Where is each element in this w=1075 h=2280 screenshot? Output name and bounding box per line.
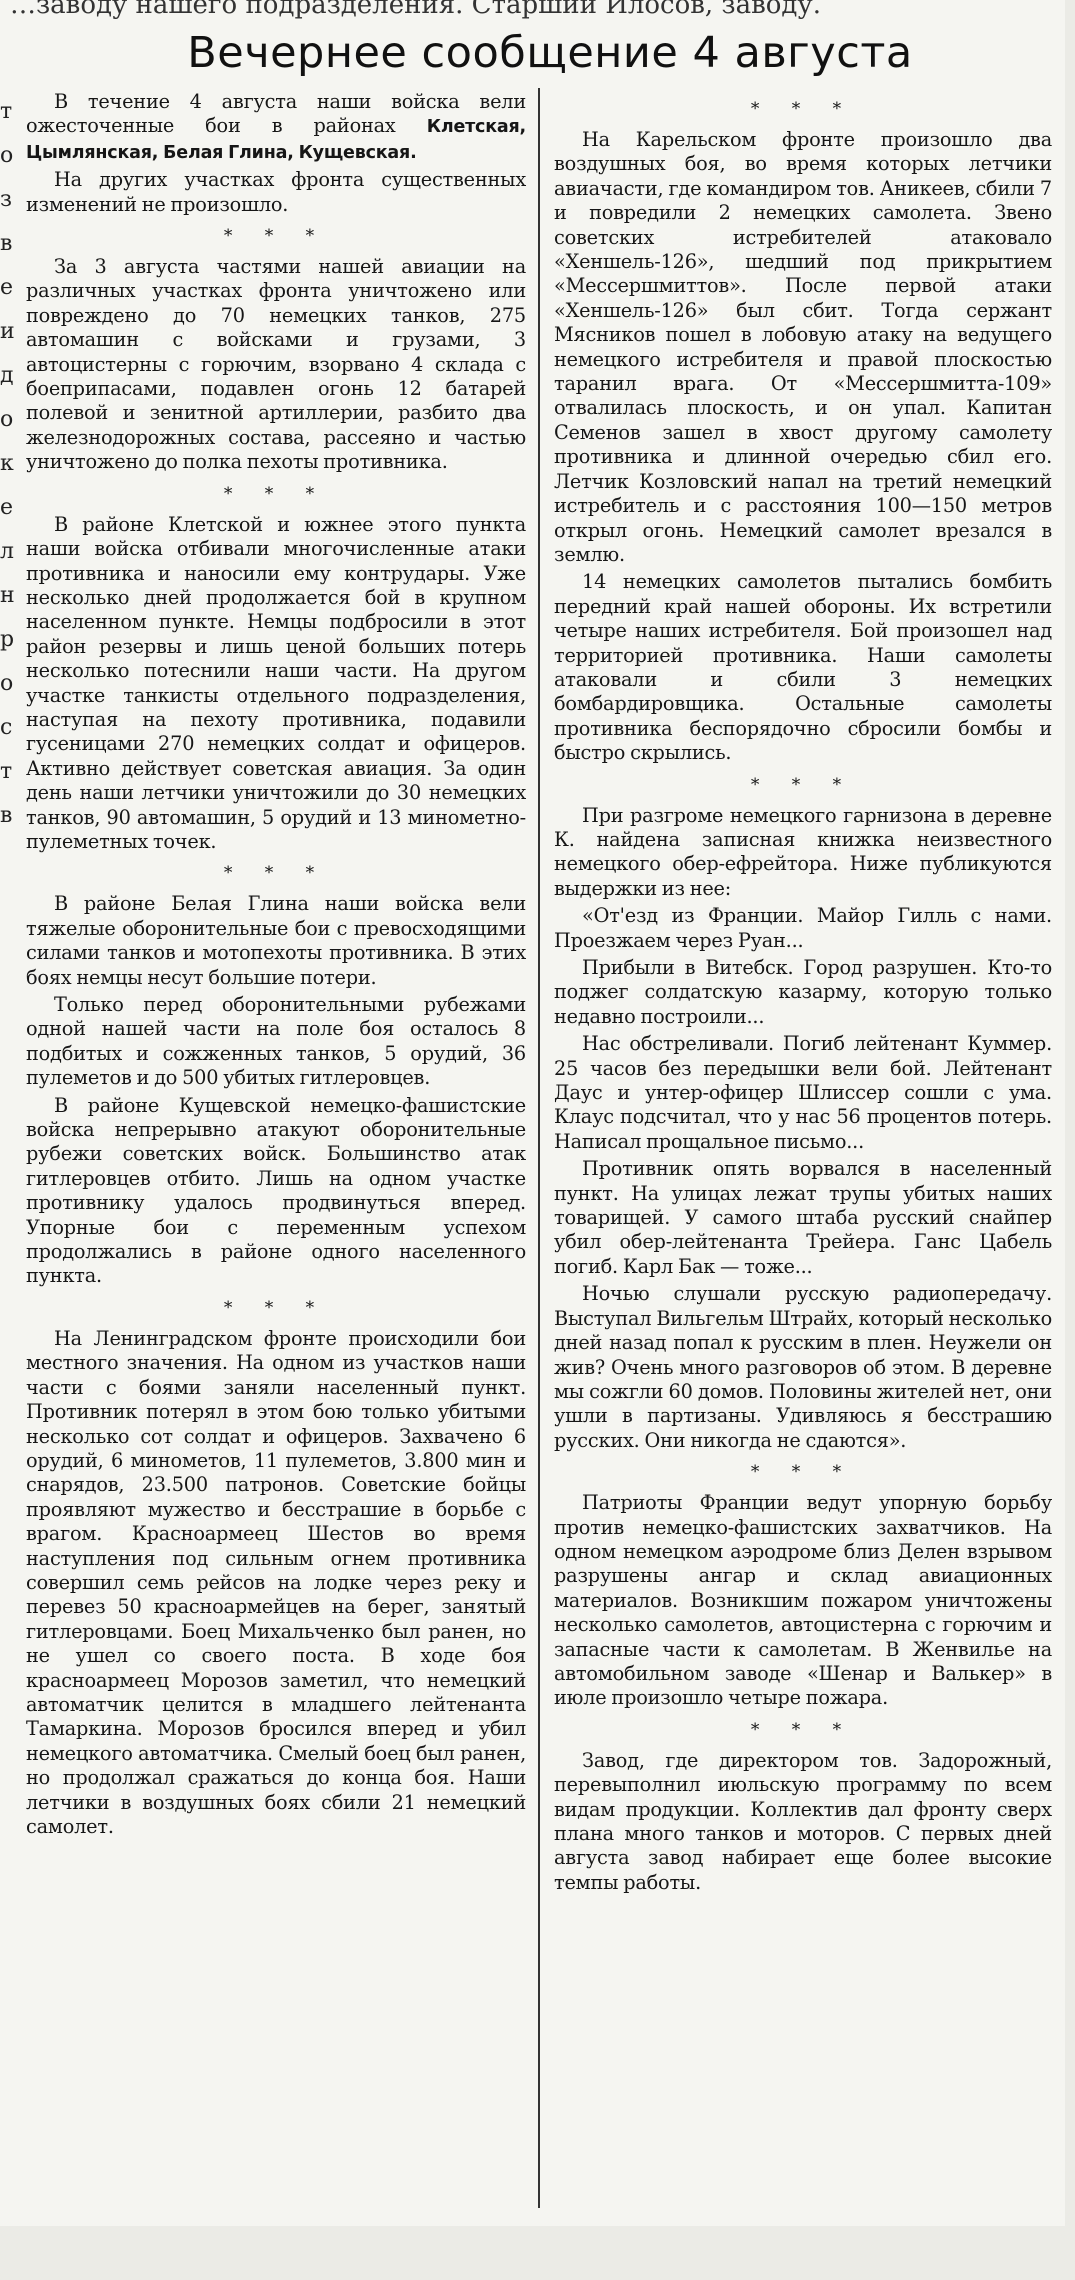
separator-stars: * * * — [223, 483, 329, 504]
paragraph: Только перед оборонительными рубежами одной нашей части на поле боя осталось 8 подбитых и сожженных танков, 5 орудий, 36 пулеметов и до 500 убитых гитлеровцев. — [26, 993, 526, 1090]
paragraph: Патриоты Франции ведут упорную борьбу против немецко-фашистских захватчиков. На одном немецком аэродроме близ Делен взрывом разрушены ангар и склад авиационных материалов. Возникшим пожаром уничтожены несколько самолетов, автоцистерна с горючим и запасные части к самолетам. В Женвилье на автомобильном заводе «Шенар и Валькер» в июле произошло четыре пожара. — [554, 1491, 1052, 1710]
diary-entry: Нас обстреливали. Погиб лейтенант Куммер. 25 часов без передышки вели бой. Лейтенант Даус и унтер-офицер Шлиссер сошли с ума. Клаус подсчитал, что у нас 56 процентов потерь. Написал прощальное письмо... — [554, 1032, 1052, 1153]
separator-stars: * * * — [750, 1719, 856, 1740]
margin-char: о — [0, 671, 14, 696]
margin-char: е — [0, 495, 14, 520]
intro-text: В течение 4 августа наши войска вели ожесточенные бои в районах — [26, 90, 526, 138]
separator-stars: * * * — [750, 774, 856, 795]
paragraph: Завод, где директором тов. Задорожный, перевыполнил июльскую программу по всем видам продукции. Коллектив дал фронту сверх плана много танков и моторов. С первых дней августа завод набирает еще более высокие темпы работы. — [554, 1748, 1052, 1894]
paragraph: На Ленинградском фронте происходили бои местного значения. На одном из участков наши части с боями заняли населенный пункт. Противник потерял в этом бою только убитыми несколько сот солдат и офицеров. Захвачено 6 орудий, 6 минометов, 11 пулеметов, 3.800 мин и снарядов, 23.500 патронов. Советские бойцы проявляют мужество и бесстрашие в борьбе с врагом. Красноармеец Шестов во время наступления под сильным огнем противника совершил семь рейсов на лодке через реку и перевез 50 красноармейцев на берег, занятый гитлеровцами. Боец Михальченко был ранен, но не ушел со своего поста. В ходе боя красноармеец Морозов заметил, что немецкий автоматчик целится в младшего лейтенанта Тамаркина. Морозов бросился вперед и убил немецкого автоматчика. Смелый боец был ранен, но продолжал сражаться до конца боя. Наши летчики в воздушных боях сбили 21 немецкий самолет. — [26, 1326, 526, 1838]
separator-stars: * * * — [750, 99, 856, 119]
paragraph: В районе Клетской и южнее этого пункта наши войска отбивали многочисленные атаки противника и наносили ему контрудары. Уже несколько дней продолжается бой в крупном населенном пункте. Немцы подбросили в этот район резервы и лишь ценой больших потерь несколько потеснили наши части. На другом участке танкисты отдельного подразделения, наступая на пехоту противника, подавили гусеницами 270 немецких солдат и офицеров. Активно действует советская авиация. За один день наши летчики уничтожили до 30 немецких танков, 90 автомашин, 5 орудий и 13 минометно-пулеметных точек. — [26, 512, 526, 853]
paragraph: На других участках фронта существенных изменений не произошло. — [26, 168, 526, 216]
paragraph: За 3 августа частями нашей авиации на различных участках фронта уничтожено или повреждено до 70 немецких танков, 275 автомашин с войсками и грузами, 3 автоцистерны с горючим, взорвано 4 склада с боеприпасами, подавлен огонь 12 батарей полевой и зенитной артиллерии, разбито два железнодорожных состава, рассеяно и частью уничтожено до полка пехоты противника. — [26, 255, 526, 474]
separator-stars: * * * — [223, 1297, 329, 1318]
diary-entry: Прибыли в Витебск. Город разрушен. Кто-то поджег солдатскую казарму, которую только недавно построили... — [554, 956, 1052, 1028]
margin-char: т — [0, 759, 13, 784]
separator-stars: * * * — [223, 863, 329, 884]
diary-entry: Противник опять ворвался в населенный пункт. На улицах лежат трупы убитых наших товарищей. У самого штаба русский снайпер убил обер-лейтенанта Трейера. Ганс Цабель погиб. Карл Бак — тоже... — [554, 1157, 1052, 1278]
margin-char: с — [0, 715, 13, 740]
paragraph-intro — [26, 90, 526, 165]
margin-char: л — [0, 539, 14, 564]
column-divider — [538, 88, 540, 2208]
margin-char: о — [0, 407, 14, 432]
column-right — [554, 90, 1052, 2180]
margin-char: е — [0, 275, 14, 300]
paragraph: 14 немецких самолетов пытались бомбить передний край нашей обороны. Их встретили четыре наших истребителя. Бой произошел над территорией противника. Наши самолеты атаковали и сбили 3 немецких бомбардировщика. Остальные самолеты противника беспорядочно сбросили бомбы и быстро скрылись. — [554, 570, 1052, 765]
paragraph: На Карельском фронте произошло два воздушных боя, во время которых летчики авиачасти, где командиром тов. Аникеев, сбили 7 и повредили 2 немецких самолета. Звено советских истребителей атаковало «Хеншель-126», шедший под прикрытием «Мессершмиттов». После первой атаки «Хеншель-126» был сбит. Тогда сержант Мясников пошел в лобовую атаку на ведущего немецкого истребителя и правой плоскостью таранил врага. От «Мессершмитта-109» отвалилась плоскость, и он упал. Капитан Семенов зашел в хвост другому самолету противника и длинной очередью сбил его. Летчик Козловский напал на третий немецкий истребитель и с расстояния 100—150 метров открыл огонь. Немецкий самолет врезался в землю. — [554, 128, 1052, 566]
margin-char: з — [0, 187, 12, 212]
margin-char: д — [0, 363, 14, 388]
left-margin-fragments — [0, 90, 14, 2030]
diary-entry: Ночью слушали русскую радиопередачу. Выступал Вильгельм Штрайх, который несколько дней назад попал к русским в плен. Неужели он жив? Очень много разговоров об этом. В деревне мы сожгли 60 домов. Половины жителей нет, они ушли в партизаны. Удивляюсь я бесстрашию русских. Они никогда не сдаются». — [554, 1282, 1052, 1452]
separator-stars: * * * — [223, 226, 329, 247]
column-left — [26, 90, 526, 2210]
top-fragment — [0, 0, 1075, 10]
separator-stars: * * * — [750, 1462, 856, 1483]
paragraph: При разгроме немецкого гарнизона в деревне К. найдена записная книжка неизвестного немецкого обер-ефрейтора. Ниже публикуются выдержки из нее: — [554, 803, 1052, 900]
paragraph: В районе Белая Глина наши войска вели тяжелые оборонительные бои с превосходящими силами танков и мотопехоты противника. В этих боях немцы несут большие потери. — [26, 892, 526, 989]
headline: Вечернее сообщение 4 августа — [187, 28, 913, 78]
margin-char: в — [0, 231, 13, 256]
diary-entry: «От'езд из Франции. Майор Гилль с нами. Проезжаем через Руан... — [554, 904, 1052, 952]
margin-char: н — [0, 583, 15, 608]
margin-char: и — [0, 319, 15, 344]
margin-char: в — [0, 803, 13, 828]
margin-char: т — [0, 99, 13, 124]
margin-char: о — [0, 143, 14, 168]
places-bold: Клетская, Цымлянская, Белая Глина, Кущевская. — [26, 117, 526, 163]
margin-char: к — [0, 451, 14, 476]
margin-char: р — [0, 627, 15, 652]
paragraph: В районе Кущевской немецко-фашистские войска непрерывно атакуют оборонительные рубежи советских войск. Большинство атак гитлеровцев отбито. Лишь на одном участке противнику удалось продвинуться вперед. Упорные бои с переменным успехом продолжались в районе одного населенного пункта. — [26, 1093, 526, 1288]
